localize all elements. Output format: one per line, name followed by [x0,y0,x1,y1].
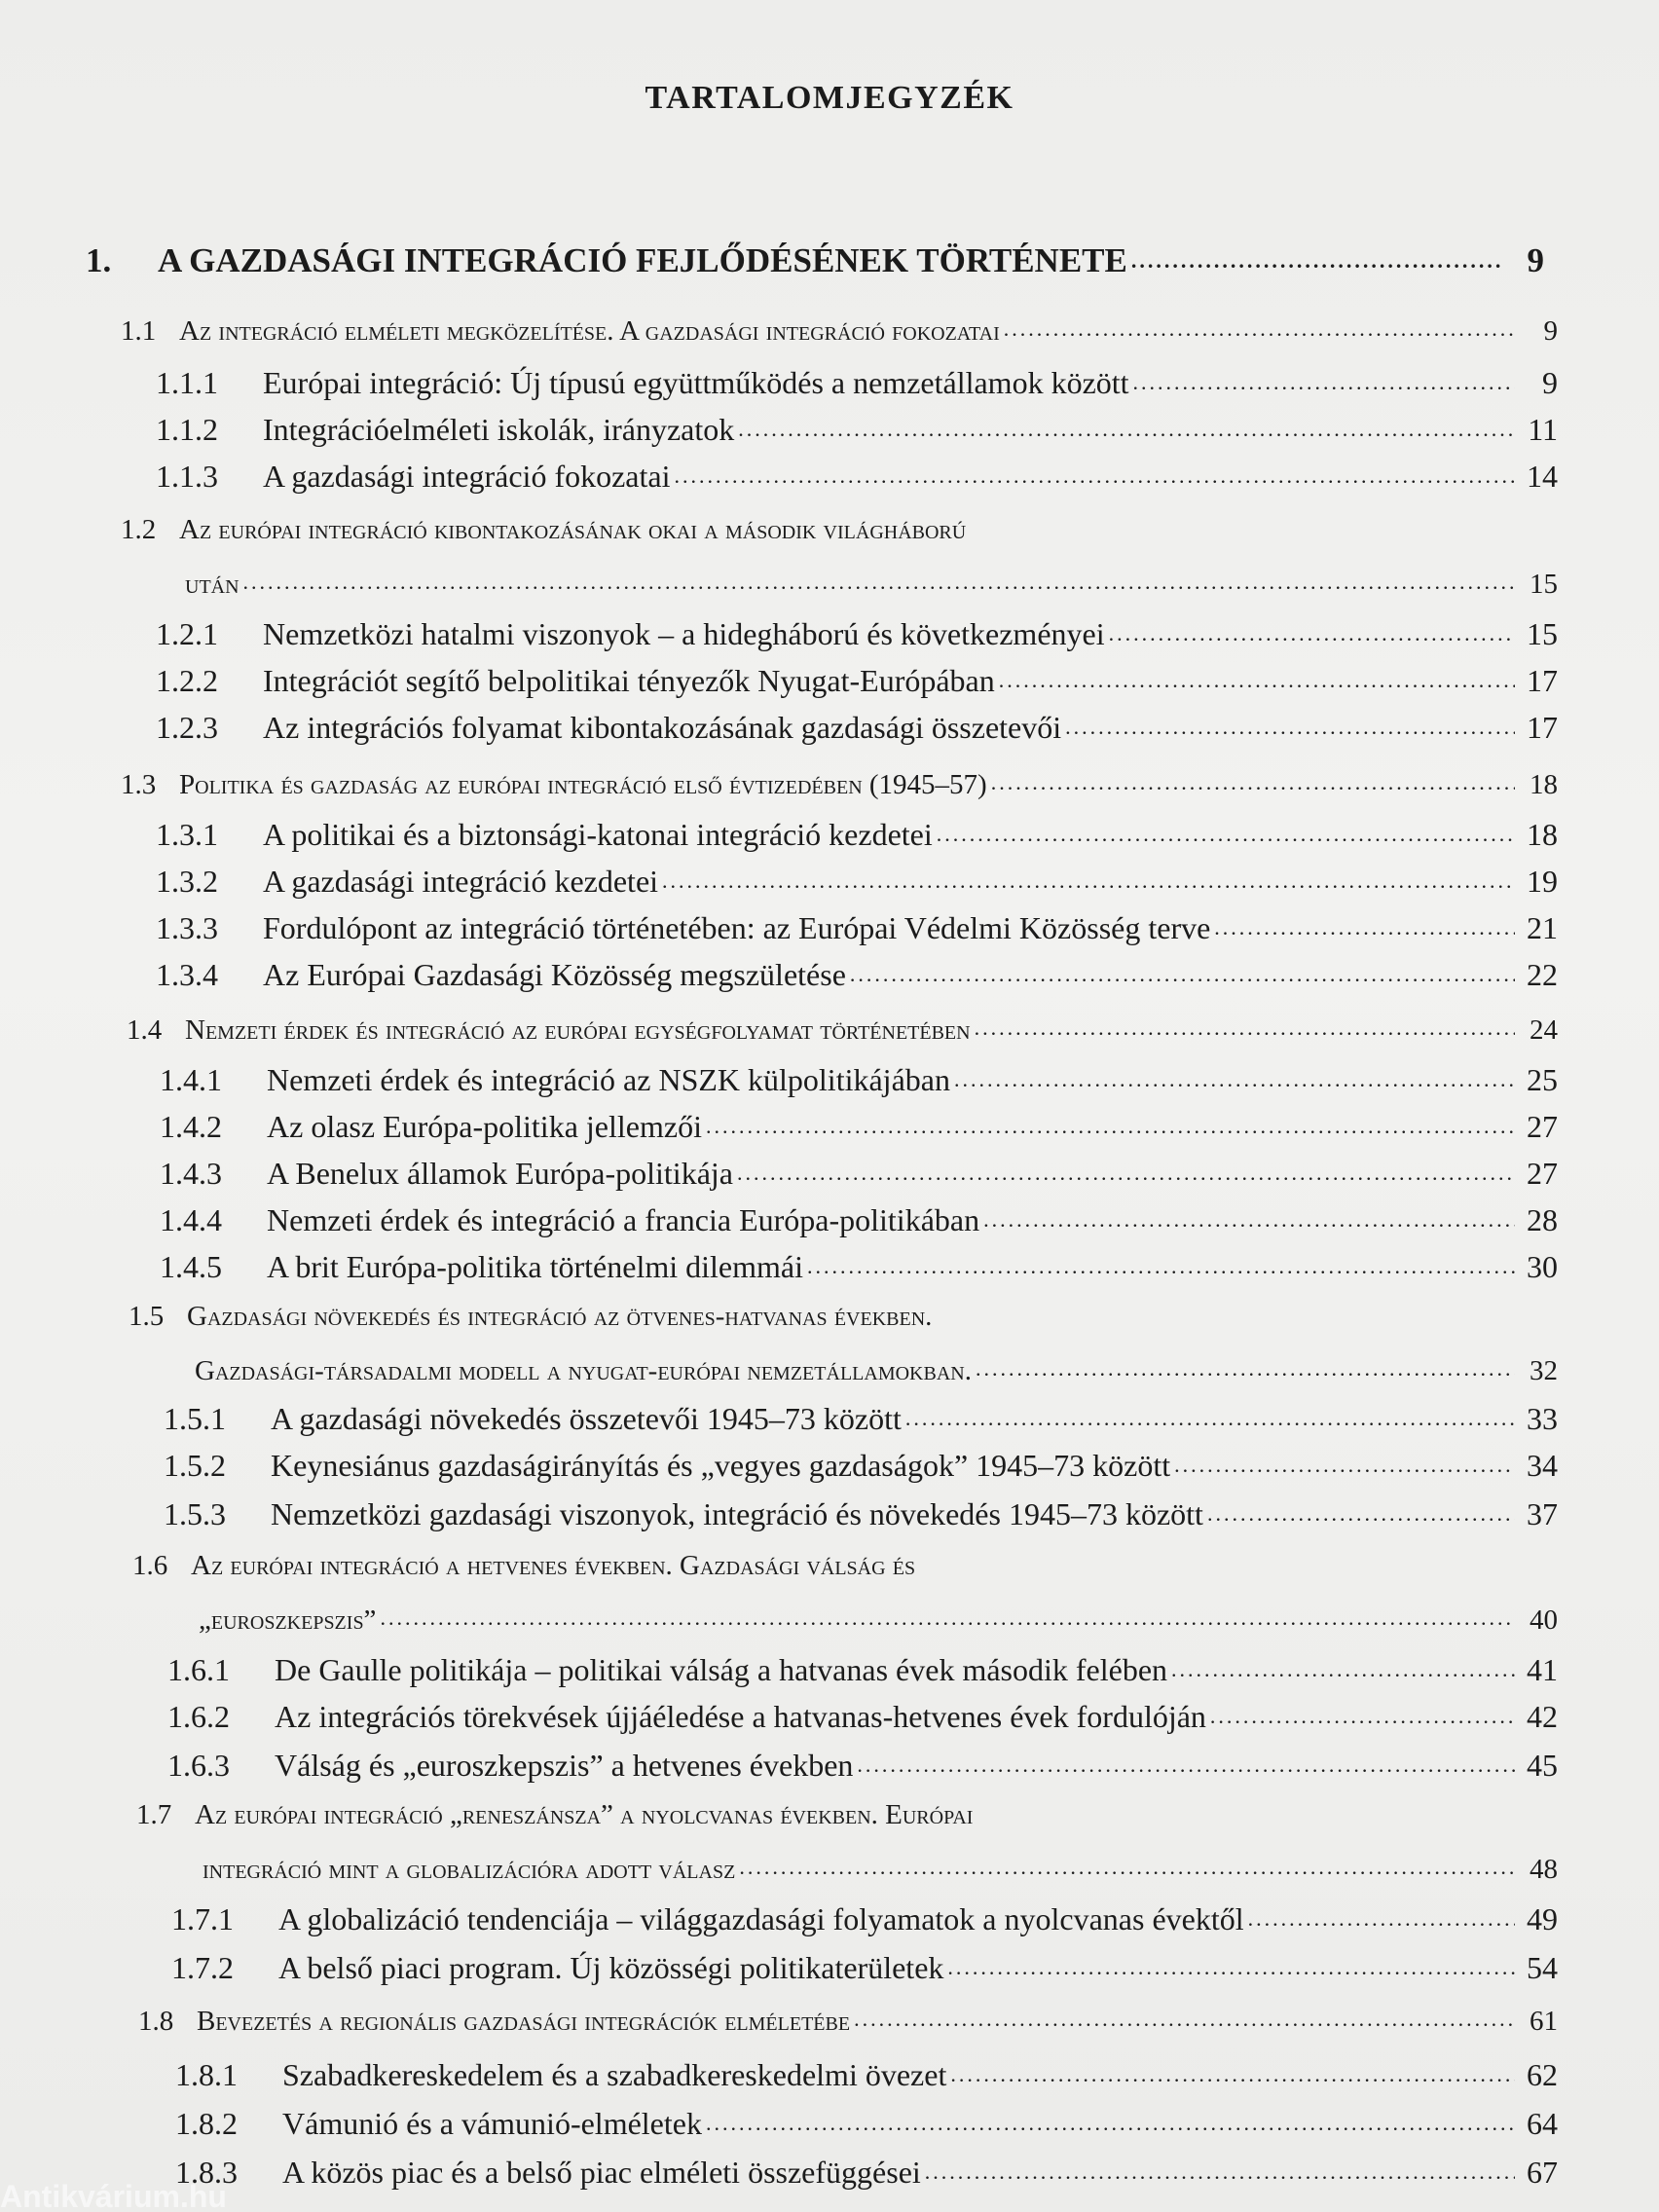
toc-title: A gazdasági növekedés összetevői 1945–73 között [271,1401,902,1436]
toc-title: Az európai integráció kibontakozásának okai a második világháború [179,514,967,545]
toc-title: Integrációelméleti iskolák, irányzatok [263,412,735,447]
toc-section [121,312,1558,348]
toc-subsection [160,1199,1558,1238]
toc-leader [1210,1696,1515,1727]
toc-leader [807,1246,1515,1277]
toc-leader [1214,907,1515,939]
toc-leader [954,1059,1515,1090]
page-title: TARTALOMJEGYZÉK [645,80,1014,116]
toc-number: 1.5.1 [164,1401,226,1436]
toc-leader [975,1011,1515,1039]
toc-title: Szabadkereskedelem és a szabadkereskedelmi övezet [282,2057,947,2092]
toc-leader [1131,238,1501,272]
toc-subsection [156,707,1558,746]
toc-title: Nemzeti érdek és integráció az NSZK külpolitikájában [267,1062,950,1097]
toc-number: 1.3 [121,769,157,800]
toc-section [121,765,1558,801]
toc-title: Az Európai Gazdasági Közösség megszületése [263,957,846,992]
toc-leader [1109,613,1515,645]
toc-number: 1.6.2 [167,1699,230,1734]
toc-number: 1.4.1 [160,1062,222,1097]
toc-number: 1.1.3 [156,459,218,494]
toc-subsection [156,613,1558,652]
toc-subsection [160,1246,1558,1285]
toc-title: De Gaulle politikája – politikai válság a hatvanas évek második felében [275,1652,1168,1687]
toc-page: 42 [1527,1699,1558,1734]
toc-page: 9 [1527,241,1544,279]
toc-section [138,2002,1558,2038]
toc-title: Integrációt segítő belpolitikai tényezők Nyugat-Európában [263,663,995,698]
toc-subsection [156,907,1558,946]
toc-title: „euroszkepszis” [199,1604,377,1636]
toc-title: Nemzetközi gazdasági viszonyok, integráció és növekedés 1945–73 között [271,1496,1203,1531]
toc-number: 1.4.3 [160,1156,222,1191]
toc-number: 1.2.1 [156,616,218,651]
toc-subsection [167,1649,1558,1688]
toc-number: 1.5.3 [164,1496,226,1531]
toc-chapter [86,238,1544,280]
toc-section [121,514,1558,546]
toc-leader [947,1947,1515,1978]
toc-section [203,1850,1558,1886]
toc-number: 1.7.1 [171,1901,234,1936]
toc-title: A belső piaci program. Új közösségi politikaterületek [278,1950,944,1985]
toc-leader [1248,1899,1515,1930]
toc-number: 1.4.5 [160,1249,222,1284]
toc-page: 32 [1530,1355,1558,1386]
toc-number: 1.2.2 [156,663,218,698]
toc-page: 17 [1527,663,1558,698]
toc-number: 1.4 [127,1014,163,1046]
toc-title: Válság és „euroszkepszis” a hetvenes években [275,1748,854,1783]
toc-subsection [160,1106,1558,1145]
toc-page: 30 [1527,1249,1558,1284]
toc-subsection [156,954,1558,993]
toc-title: Politika és gazdaság az európai integráció első évtizedében (1945–57) [179,769,987,800]
toc-leader [937,814,1515,845]
toc-subsection [160,1153,1558,1192]
toc-leader [1004,312,1515,340]
toc-leader [854,2002,1515,2030]
toc-title: Nemzeti érdek és integráció az európai egységfolyamat történetében [185,1014,971,1046]
toc-leader [983,1199,1515,1231]
toc-page: 37 [1527,1496,1558,1531]
toc-leader [380,1601,1515,1629]
toc-leader [950,2054,1515,2085]
toc-number: 1.1 [121,315,157,347]
toc-section [129,1301,1558,1333]
toc-number: 1.3.3 [156,910,218,945]
toc-page: 64 [1527,2106,1558,2141]
toc-subsection [175,2103,1558,2142]
toc-number: 1.3.4 [156,957,218,992]
toc-subsection [167,1696,1558,1735]
toc-title: Vámunió és a vámunió-elméletek [282,2106,702,2141]
toc-subsection [175,2054,1558,2093]
toc-page: 41 [1527,1652,1558,1687]
toc-page: 15 [1527,616,1558,651]
toc-title: Gazdasági növekedés és integráció az ötvenes-hatvanas években. [187,1301,933,1332]
toc-title: után [185,569,240,600]
toc-page: 9 [1542,365,1558,400]
toc-subsection [160,1059,1558,1098]
toc-number: 1.5.2 [164,1448,226,1483]
toc-leader [739,1850,1515,1878]
toc-leader [976,1351,1515,1380]
toc-title: Az olasz Európa-politika jellemzői [267,1109,702,1144]
toc-page: 15 [1530,569,1558,600]
toc-number: 1.2 [121,514,157,545]
toc-title: Európai integráció: Új típusú együttműködés a nemzetállamok között [263,365,1129,400]
toc-number: 1.8.2 [175,2106,238,2141]
toc-leader [857,1745,1515,1776]
toc-number: 1.1.2 [156,412,218,447]
toc-leader [706,1106,1515,1137]
toc-number: 1. [86,241,112,279]
toc-page: 48 [1530,1854,1558,1885]
toc-title: Az európai integráció „reneszánsza” a nyolcvanas években. Európai [195,1799,974,1830]
toc-page: 19 [1527,864,1558,899]
toc-subsection [171,1899,1558,1937]
toc-number: 1.1.1 [156,365,218,400]
toc-leader [738,409,1515,440]
toc-section [127,1011,1558,1047]
toc-number: 1.6 [132,1550,168,1581]
toc-leader [905,1398,1515,1429]
toc-page: 24 [1530,1014,1558,1046]
toc-title: A gazdasági integráció fokozatai [263,459,671,494]
toc-title: A politikai és a biztonsági-katonai integráció kezdetei [263,817,933,852]
toc-title: Nemzetközi hatalmi viszonyok – a hidegháború és következményei [263,616,1105,651]
toc-page: 27 [1527,1156,1558,1191]
toc-subsection [167,1745,1558,1784]
toc-page: 61 [1530,2006,1558,2037]
toc-number: 1.7 [136,1799,172,1830]
toc-page: 27 [1527,1109,1558,1144]
toc-number: 1.6.3 [167,1748,230,1783]
toc-section [185,565,1558,601]
toc-leader [243,565,1515,593]
toc-title: A közös piac és a belső piac elméleti összefüggései [282,2155,921,2190]
toc-subsection [156,814,1558,853]
toc-title: Gazdasági-társadalmi modell a nyugat-európai nemzetállamokban. [195,1355,972,1386]
toc-title: A brit Európa-politika történelmi dilemmái [267,1249,803,1284]
toc-title: Az integrációs folyamat kibontakozásának gazdasági összetevői [263,710,1062,745]
toc-leader [991,765,1515,793]
toc-number: 1.3.2 [156,864,218,899]
toc-title: A GAZDASÁGI INTEGRÁCIÓ FEJLŐDÉSÉNEK TÖRTÉNETE [158,241,1127,279]
toc-page: 34 [1527,1448,1558,1483]
toc-leader [999,660,1515,691]
toc-subsection [164,1445,1558,1484]
toc-page: 49 [1527,1901,1558,1936]
toc-number: 1.6.1 [167,1652,230,1687]
toc-page: 18 [1530,769,1558,800]
watermark: Antikvárium.hu [0,2179,227,2212]
toc-number: 1.8 [138,2006,174,2037]
toc-page: 11 [1528,412,1558,447]
toc-page: 54 [1527,1950,1558,1985]
toc-page: 28 [1527,1202,1558,1237]
toc-number: 1.4.2 [160,1109,222,1144]
toc-title: Az integrációs törekvések újjáéledése a hatvanas-hetvenes évek fordulóján [275,1699,1206,1734]
toc-title: Bevezetés a regionális gazdasági integrációk elméletébe [197,2006,851,2037]
toc-page: 18 [1527,817,1558,852]
toc-page: 14 [1527,459,1558,494]
toc-number: 1.7.2 [171,1950,234,1985]
toc-number: 1.4.4 [160,1202,222,1237]
toc-page: 9 [1543,315,1558,347]
toc-title: Nemzeti érdek és integráció a francia Európa-politikában [267,1202,980,1237]
toc-subsection [156,861,1558,900]
toc-page: 21 [1527,910,1558,945]
toc-title: integráció mint a globalizációra adott válasz [203,1854,736,1885]
toc-title: Fordulópont az integráció történetében: az Európai Védelmi Közösség terve [263,910,1211,945]
toc-number: 1.5 [129,1301,165,1332]
toc-title: A gazdasági integráció kezdetei [263,864,659,899]
toc-section [199,1601,1558,1637]
toc-page: 17 [1527,710,1558,745]
toc-title: Az integráció elméleti megközelítése. A gazdasági integráció fokozatai [179,315,1000,347]
toc-page: 40 [1530,1604,1558,1636]
toc-leader [850,954,1515,985]
toc-subsection [156,456,1558,495]
toc-subsection [156,409,1558,448]
toc-subsection [156,362,1558,401]
toc-subsection [175,2152,1558,2191]
toc-page: 22 [1527,957,1558,992]
toc-section [132,1550,1558,1582]
toc-page: 33 [1527,1401,1558,1436]
toc-page: 25 [1527,1062,1558,1097]
toc-title: A globalizáció tendenciája – világgazdasági folyamatok a nyolcvanas évektől [278,1901,1244,1936]
toc-subsection [171,1947,1558,1986]
toc-subsection [164,1493,1558,1532]
toc-section [136,1799,1558,1831]
toc-leader [925,2152,1515,2183]
toc-number: 1.3.1 [156,817,218,852]
toc-leader [1171,1649,1515,1680]
toc-page: 45 [1527,1748,1558,1783]
toc-page: 67 [1527,2155,1558,2190]
toc-leader [1065,707,1515,738]
toc-number: 1.8.3 [175,2155,238,2190]
toc-leader [662,861,1515,892]
toc-leader [1207,1493,1515,1525]
toc-section [195,1351,1558,1387]
toc-page: 62 [1527,2057,1558,2092]
toc-leader [674,456,1515,487]
toc-leader [737,1153,1515,1184]
toc-leader [1174,1445,1515,1476]
toc-title: Keynesiánus gazdaságirányítás és „vegyes gazdaságok” 1945–73 között [271,1448,1171,1483]
toc-subsection [156,660,1558,699]
toc-title: Az európai integráció a hetvenes években. Gazdasági válság és [191,1550,916,1581]
toc-leader [706,2103,1515,2134]
toc-title: A Benelux államok Európa-politikája [267,1156,733,1191]
toc-leader [1133,362,1515,393]
toc-number: 1.8.1 [175,2057,238,2092]
toc-subsection [164,1398,1558,1437]
toc-number: 1.2.3 [156,710,218,745]
